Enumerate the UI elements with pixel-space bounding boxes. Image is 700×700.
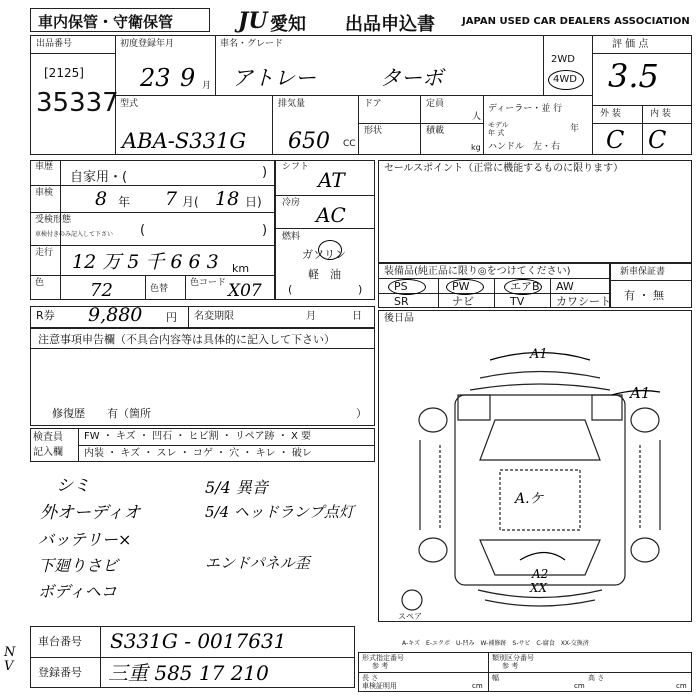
equipment-item-row2-2: TV [510,295,525,308]
shift-value: AT [318,168,345,192]
chassis-number-value: S331G - 0017631 [110,629,287,653]
handle-label: ハンドル 左・右 [488,142,561,152]
inspection-month: 7 [165,188,178,210]
mileage-value: 12 万 5 千 6 6 3 [72,251,219,273]
height-unit: cm [676,682,687,690]
hand-note-right-3: エンドパネル歪 [205,554,310,572]
capacity-unit: 人 [472,112,482,122]
deadline-month-label: 月 [306,311,316,322]
inspection-year: 8 [95,188,108,210]
hand-note-3: バッテリー× [38,530,132,549]
recycle-label: R券 [36,309,55,322]
fuel-gasoline-circle [318,240,342,260]
color-code-label: 色コード [190,278,227,288]
history-value: 自家用・( [70,170,128,185]
ac-value: AC [316,203,346,227]
capacity-label: 定員 [426,99,445,109]
receipt-paren-close: ) [262,223,268,238]
inspection-day: 18 [215,188,240,210]
history-close-paren: ) [262,165,268,180]
width-label: 幅 [492,674,499,682]
model-year-label: モデル 年 式 [488,121,509,137]
registration-number-value: 三重 585 17 210 [108,661,269,685]
damage-mark-a2: A2 [532,567,549,581]
fuel-paren-close: ) [358,283,363,296]
interior-grade: C [648,126,667,154]
exterior-label: 外 装 [600,109,621,119]
load-unit: kg [471,143,481,152]
color-change-label: 色替 [150,284,169,294]
damage-mark-a1-top: A1 [530,347,548,362]
height-label: 高 さ [588,674,605,682]
inspector-label-2: 記入欄 [33,447,63,458]
spare-tire-label: スペア [398,612,422,621]
model-grade-label: 車名・グレード [220,39,284,49]
color-code-value: X07 [228,281,262,301]
load-label: 積載 [426,126,445,136]
fuel-gasoline: ガソリン [302,248,346,261]
inspection-day-unit: 日) [245,195,262,209]
inspection-year-unit: 年 [118,195,131,209]
chassis-number-label: 車台番号 [38,635,82,648]
lot-prefix: [2125] [44,66,84,80]
interior-label: 内 装 [650,109,671,119]
fuel-label: 燃料 [282,232,301,242]
color-label: 色 [35,278,45,288]
registration-deadline-label: 名変期限 [194,311,234,322]
first-registration-label: 初度登録年月 [120,39,175,49]
inspection-month-unit: 月( [182,195,199,209]
hand-note-5: ボディヘコ [38,582,117,601]
equipment-circle-0 [388,279,426,295]
damage-mark-a1-side: A1 [630,384,651,402]
year-unit-label: 年 [570,124,580,134]
first-registration-month: 9 [180,64,196,92]
deadline-day-label: 日 [352,311,362,322]
score-label: 評 価 点 [612,39,649,50]
drive-2wd: 2WD [551,54,575,65]
first-registration-year: 23 [140,64,171,92]
hand-note-right-1: 5/4 異音 [205,478,268,497]
color-value: 72 [90,280,113,301]
sales-point-label: セールスポイント（正常に機能するものに限ります） [384,163,624,174]
form-title-en: JAPAN USED CAR DEALERS ASSOCIATION [462,16,690,27]
length-label: 長 さ [362,674,379,682]
shape-label: 形状 [364,126,383,136]
equipment-circle-2 [504,279,542,295]
recycle-unit: 円 [166,311,177,324]
storage-type-label: 車内保管・守衛保管 [38,13,174,31]
new-warranty-options: 有 ・ 無 [624,289,664,302]
equipment-item-row2-3: カワシート [556,295,611,308]
grade-name: ターボ [380,66,443,90]
sales-point-section [378,160,692,263]
ac-label: 冷房 [282,198,301,208]
door-label: ドア [364,99,382,109]
damage-mark-center: A.ケ [515,491,544,507]
form-number-ref: 参 考 [372,662,389,670]
repair-history-label: 修復歴 有（箇所 [52,407,151,420]
history-section [30,160,275,300]
equipment-item-row2-1: ナビ [452,295,474,308]
drive-4wd: 4WD [553,74,577,85]
history-label: 車歴 [35,162,54,172]
recycle-value: 9,880 [88,304,143,326]
damage-mark-xx: XX [530,581,548,595]
equipment-item-row1-1: PW [452,280,470,293]
form-number-label: 形式指定番号 [362,654,404,662]
ju-logo: JU [238,8,268,34]
equipment-item-row1-2: エアB [510,280,540,293]
mileage-km: km [232,262,250,275]
rear-items-label: 後日品 [384,313,414,324]
model-name: アトレー [232,66,316,90]
exterior-grade: C [606,126,625,154]
shift-label: シフト [282,162,310,172]
inspector-interior-line: 内装 ・ キズ ・ スレ ・ コゲ ・ 穴 ・ キレ ・ 破レ [84,448,312,459]
form-title: 出品申込書 [345,14,435,35]
displacement-value: 650 [288,129,330,154]
damage-legend: A-キズ E-エクボ U-凹み W-補修跡 S-サビ C-腐食 XX-交換済 [402,640,589,647]
equipment-label: 装備品(純正品に限り◎をつけてください) [384,266,571,277]
hand-note-4: 下廻りさビ [38,556,119,575]
fuel-paren-open: ( [288,283,293,296]
equipment-item-row2-0: SR [394,295,409,308]
registration-number-label: 登録番号 [38,666,82,679]
type-label: 型式 [120,99,139,109]
equipment-item-row1-0: PS [394,280,408,293]
repair-history-close: ） [356,407,367,420]
margin-mark: N V [4,645,16,674]
hand-note-1: シミ [56,476,90,496]
org-name: 愛知 [270,14,306,35]
width-unit: cm [574,682,585,690]
dealer-label: ディーラー・並 行 [488,104,563,114]
receipt-paren-open: ( [140,223,146,238]
inspector-fw-line: FW ・ キズ ・ 凹石 ・ ヒビ割 ・ リペア跡 ・ X 要 [84,431,312,442]
receipt-form-note: 車検付きのみ記入して下さい [35,231,114,238]
equipment-circle-1 [446,279,484,295]
length-unit: cm [472,682,483,690]
lot-number-label: 出品番号 [36,39,73,49]
category-number-label: 類別区分番号 [492,654,534,662]
new-warranty-label: 新車保証書 [620,267,666,277]
displacement-label: 排気量 [278,99,306,109]
lot-number: 35337 [36,88,119,118]
hand-note-right-2: 5/4 ヘッドランプ点灯 [205,503,354,521]
fuel-diesel: 軽 油 [308,268,341,281]
cc-unit: CC [343,139,356,149]
cert-length-label: 車検証明用 [362,682,397,690]
inspector-label-1: 検査員 [33,432,63,443]
receipt-form-label: 受検形態 [35,215,72,225]
inspection-label: 車検 [35,188,54,198]
category-number-ref: 参 考 [502,662,519,670]
mileage-label: 走行 [35,248,54,258]
equipment-item-row1-3: AW [556,280,574,293]
type-value: ABA-S331G [122,129,247,153]
month-unit-label: 月 [202,81,212,91]
notes-label: 注意事項申告欄（不具合内容等は具体的に記入して下さい） [38,333,335,346]
auction-score: 3.5 [608,57,659,95]
hand-note-2: 外オーディオ [40,503,141,523]
